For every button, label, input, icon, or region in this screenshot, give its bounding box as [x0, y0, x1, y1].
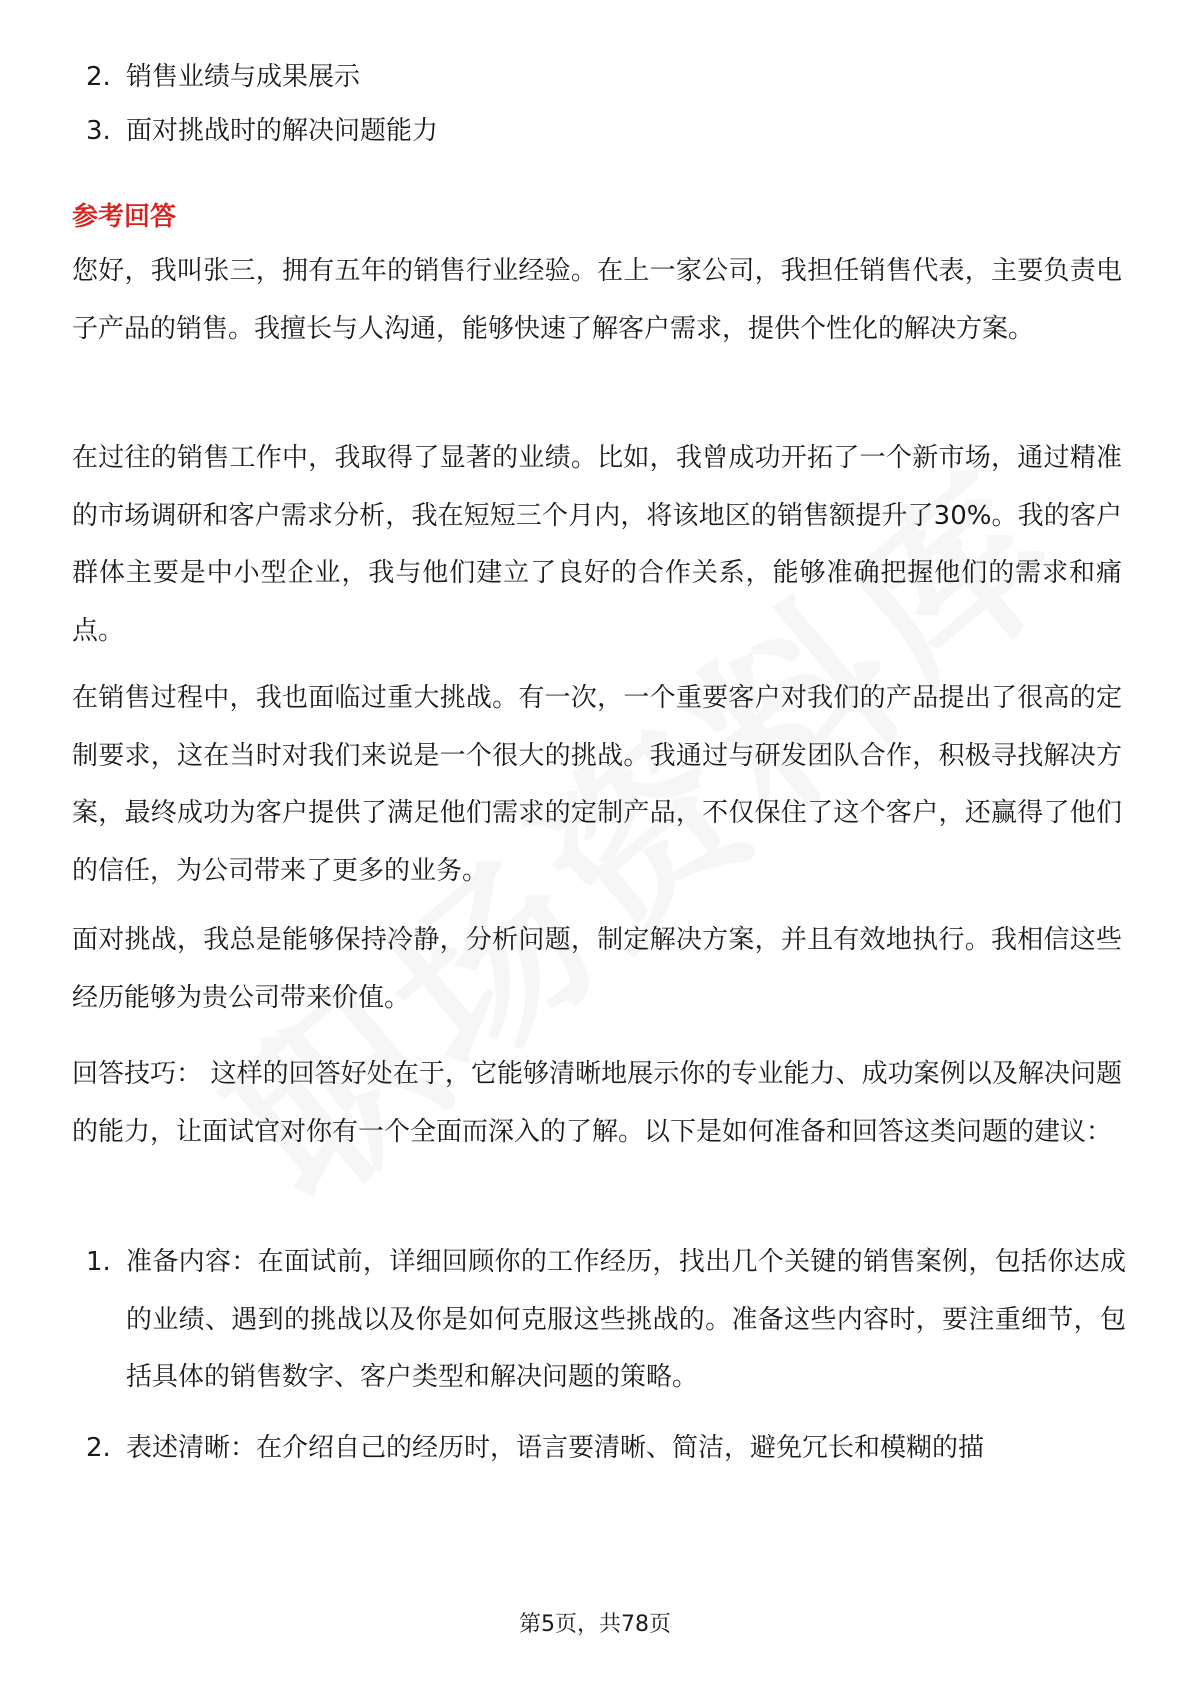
tip-item	[86, 1420, 1126, 1478]
paragraph: 在销售过程中，我也面临过重大挑战。有一次，一个重要客户对我们的产品提出了很高的定制要求，这在当时对我们来说是一个很大的挑战。我通过与研发团队合作，积极寻找解决方案，最终成功为客户提供了满足他们需求的定制产品，不仅保住了这个客户，还赢得了他们的信任，为公司带来了更多的业务。	[72, 683, 1122, 886]
paragraph: 您好，我叫张三，拥有五年的销售行业经验。在上一家公司，我担任销售代表，主要负责电子产品的销售。我擅长与人沟通，能够快速了解客户需求，提供个性化的解决方案。	[72, 256, 1122, 344]
list-number: 2.	[86, 62, 111, 92]
tip-text: 准备内容：在面试前，详细回顾你的工作经历，找出几个关键的销售案例，包括你达成的业绩、遇到的挑战以及你是如何克服这些挑战的。准备这些内容时，要注重细节，包括具体的销售数字、客户类型和解决问题的策略。	[126, 1247, 1126, 1392]
tip-number: 1.	[86, 1247, 111, 1277]
list-number: 3.	[86, 116, 111, 146]
tip-item	[86, 1234, 1126, 1407]
page-footer: 第5页，共78页	[519, 1612, 671, 1637]
list-text: 销售业绩与成果展示	[126, 62, 361, 92]
paragraph: 面对挑战，我总是能够保持冷静，分析问题，制定解决方案，并且有效地执行。我相信这些经历能够为贵公司带来价值。	[72, 925, 1122, 1013]
paragraph: 在过往的销售工作中，我取得了显著的业绩。比如，我曾成功开拓了一个新市场，通过精准的市场调研和客户需求分析，我在短短三个月内，将该地区的销售额提升了30%。我的客户群体主要是中小型企业，我与他们建立了良好的合作关系，能够准确把握他们的需求和痛点。	[72, 443, 1122, 646]
section-heading: 参考回答	[72, 202, 177, 232]
tip-number: 2.	[86, 1433, 111, 1463]
paragraph: 回答技巧： 这样的回答好处在于，它能够清晰地展示你的专业能力、成功案例以及解决问题的能力，让面试官对你有一个全面而深入的了解。以下是如何准备和回答这类问题的建议：	[72, 1059, 1122, 1147]
list-text: 面对挑战时的解决问题能力	[126, 116, 439, 146]
tip-text: 表述清晰：在介绍自己的经历时，语言要清晰、简洁，避免冗长和模糊的描	[126, 1433, 985, 1463]
